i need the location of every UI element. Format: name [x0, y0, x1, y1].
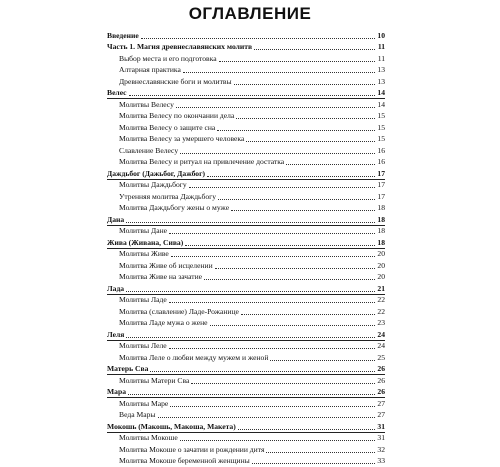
toc-section-row: [107, 214, 385, 226]
toc-entry-row: [107, 191, 385, 203]
dot-leader: [169, 233, 375, 234]
toc-entry-label: Молитвы Дане: [119, 226, 168, 236]
toc-entry-row: [107, 226, 385, 238]
toc-entry-label: Молитва Велесу о защите сна: [119, 123, 216, 133]
toc-page-number: 13: [376, 65, 385, 75]
toc-page-number: 13: [376, 77, 385, 87]
toc-page-number: 23: [376, 318, 385, 328]
toc-entry-row: [107, 444, 385, 456]
dot-leader: [141, 38, 375, 39]
toc-section-row: [107, 421, 385, 433]
toc-entry-label: Молитва Велесу по окончании дела: [119, 111, 235, 121]
toc-page-number: 20: [376, 249, 385, 259]
toc-entry-row: [107, 456, 385, 467]
toc-page-number: 20: [376, 261, 385, 271]
dot-leader: [218, 199, 375, 200]
dot-leader: [238, 429, 375, 430]
toc-page-number: 18: [376, 203, 385, 213]
dot-leader: [266, 452, 375, 453]
toc-page-number: 14: [376, 88, 385, 98]
toc-page-number: 18: [376, 226, 385, 236]
toc-entry-row: [107, 410, 385, 422]
toc-entry-label: Молитва Мокоше о зачатии и рождении дитя: [119, 445, 265, 455]
toc-section-row: [107, 30, 385, 42]
toc-section-label: Введение: [107, 31, 140, 41]
toc-entry-row: [107, 352, 385, 364]
toc-entry-label: Молитва Живе на зачатие: [119, 272, 203, 282]
toc-entry-label: Молитвы Леле: [119, 341, 168, 351]
toc-page-number: 27: [376, 410, 385, 420]
toc-page-number: 22: [376, 307, 385, 317]
toc-entry-row: [107, 53, 385, 65]
toc-section-row: [107, 237, 385, 249]
toc-entry-row: [107, 65, 385, 77]
toc-entry-label: Молитва (славление) Ладе-Рожанице: [119, 307, 240, 317]
toc-entry-row: [107, 203, 385, 215]
dot-leader: [126, 222, 375, 223]
toc-page-number: 11: [376, 42, 385, 52]
toc-entry-row: [107, 341, 385, 353]
toc-entry-row: [107, 249, 385, 261]
toc-entry-row: [107, 157, 385, 169]
toc-entry-label: Молитвы Матери Сва: [119, 376, 190, 386]
dot-leader: [191, 383, 375, 384]
dot-leader: [210, 325, 375, 326]
dot-leader: [234, 84, 375, 85]
dot-leader: [171, 256, 375, 257]
toc-entry-row: [107, 318, 385, 330]
toc-section-label: Велес: [107, 88, 128, 98]
toc-entry-row: [107, 433, 385, 445]
toc-entry-row: [107, 375, 385, 387]
toc-entry-label: Молитва Даждьбогу жены о муже: [119, 203, 230, 213]
dot-leader: [176, 107, 375, 108]
toc-entry-row: [107, 122, 385, 134]
toc-entry-label: Молитва Леле о любви между мужем и женой: [119, 353, 269, 363]
dot-leader: [246, 141, 375, 142]
toc-entry-label: Веда Мары: [119, 410, 157, 420]
dot-leader: [254, 49, 375, 50]
dot-leader: [169, 302, 375, 303]
toc-section-label: Часть 1. Магия древнеславянских молитв: [107, 42, 253, 52]
toc-entry-label: Молитва Ладе мужа о жене: [119, 318, 209, 328]
toc-page-number: 18: [376, 238, 385, 248]
toc-entry-row: [107, 99, 385, 111]
dot-leader: [204, 279, 375, 280]
dot-leader: [270, 360, 375, 361]
toc-page-number: 11: [376, 54, 385, 64]
toc-page-number: 15: [376, 123, 385, 133]
dot-leader: [217, 130, 375, 131]
toc-page-number: 24: [376, 341, 385, 351]
toc-section-label: Леля: [107, 330, 125, 340]
toc-page-number: 26: [376, 376, 385, 386]
toc-entry-label: Молитва Велесу и ритуал на привлечение достатка: [119, 157, 285, 167]
dot-leader: [185, 245, 375, 246]
toc-page-number: 31: [376, 422, 385, 432]
toc-entry-label: Молитвы Велесу: [119, 100, 175, 110]
toc-page-number: 26: [376, 364, 385, 374]
toc-entry-label: Молитва Мокоше беременной женщины: [119, 456, 251, 466]
toc-page-number: 27: [376, 399, 385, 409]
toc-page-number: 32: [376, 445, 385, 455]
toc-page-number: 20: [376, 272, 385, 282]
toc-entry-label: Молитвы Живе: [119, 249, 170, 259]
dot-leader: [183, 72, 375, 73]
page-title: ОГЛАВЛЕНИЕ: [0, 4, 500, 24]
toc-page-number: 18: [376, 215, 385, 225]
dot-leader: [241, 314, 375, 315]
toc-page-number: 24: [376, 330, 385, 340]
toc-page-number: 17: [376, 169, 385, 179]
toc-page-number: 15: [376, 111, 385, 121]
toc-entry-row: [107, 145, 385, 157]
toc-entry-row: [107, 180, 385, 192]
dot-leader: [215, 268, 375, 269]
dot-leader: [236, 118, 375, 119]
toc-page-number: 16: [376, 157, 385, 167]
toc-entry-label: Алтарная практика: [119, 65, 182, 75]
toc-section-row: [107, 364, 385, 376]
toc-section-row: [107, 88, 385, 100]
toc-section-row: [107, 42, 385, 54]
toc-entry-label: Выбор места и его подготовка: [119, 54, 218, 64]
toc-section-label: Даждьбог (Дажьбог, Дажбог): [107, 169, 206, 179]
toc-page-number: 25: [376, 353, 385, 363]
toc-page-number: 17: [376, 192, 385, 202]
toc-entry-row: [107, 134, 385, 146]
dot-leader: [150, 371, 375, 372]
toc-entry-row: [107, 111, 385, 123]
dot-leader: [180, 153, 375, 154]
toc-section-label: Дана: [107, 215, 125, 225]
dot-leader: [180, 440, 375, 441]
toc-page-number: 31: [376, 433, 385, 443]
toc-section-label: Матерь Сва: [107, 364, 149, 374]
dot-leader: [128, 394, 375, 395]
toc-entry-label: Молитвы Ладе: [119, 295, 168, 305]
dot-leader: [252, 463, 375, 464]
toc-entry-row: [107, 76, 385, 88]
toc-section-label: Жива (Живана, Сива): [107, 238, 184, 248]
dot-leader: [189, 187, 375, 188]
toc-entry-label: Молитва Велесу за умершего человека: [119, 134, 245, 144]
toc-section-label: Мара: [107, 387, 127, 397]
toc-section-row: [107, 387, 385, 399]
toc-entry-row: [107, 260, 385, 272]
toc-entry-label: Молитвы Даждьбогу: [119, 180, 188, 190]
toc-page-number: 14: [376, 100, 385, 110]
toc-section-label: Лада: [107, 284, 125, 294]
toc-page-number: 10: [376, 31, 385, 41]
dot-leader: [129, 95, 375, 96]
dot-leader: [158, 417, 376, 418]
dot-leader: [169, 348, 375, 349]
toc-entry-row: [107, 306, 385, 318]
toc-entry-label: Молитвы Мокоше: [119, 433, 179, 443]
toc-entry-label: Молитва Живе об исцелении: [119, 261, 214, 271]
toc-page-number: 16: [376, 146, 385, 156]
toc-page-number: 17: [376, 180, 385, 190]
toc-page-number: 21: [376, 284, 385, 294]
toc-entry-row: [107, 295, 385, 307]
toc-section-row: [107, 283, 385, 295]
toc-entry-label: Молитвы Маре: [119, 399, 169, 409]
dot-leader: [231, 210, 375, 211]
toc-entry-row: [107, 272, 385, 284]
toc-entry-label: Древнеславянские боги и молитвы: [119, 77, 233, 87]
dot-leader: [170, 406, 375, 407]
dot-leader: [207, 176, 375, 177]
toc-page-number: 22: [376, 295, 385, 305]
toc-page-number: 33: [376, 456, 385, 466]
toc-section-label: Мокошь (Макошь, Макоша, Макета): [107, 422, 237, 432]
dot-leader: [126, 337, 375, 338]
toc-section-row: [107, 168, 385, 180]
toc-page-number: 15: [376, 134, 385, 144]
toc-page-number: 26: [376, 387, 385, 397]
table-of-contents: [107, 30, 385, 467]
toc-section-row: [107, 329, 385, 341]
toc-entry-label: Утренняя молитва Даждьбогу: [119, 192, 217, 202]
dot-leader: [126, 291, 375, 292]
toc-entry-label: Славление Велесу: [119, 146, 179, 156]
dot-leader: [286, 164, 375, 165]
dot-leader: [219, 61, 375, 62]
